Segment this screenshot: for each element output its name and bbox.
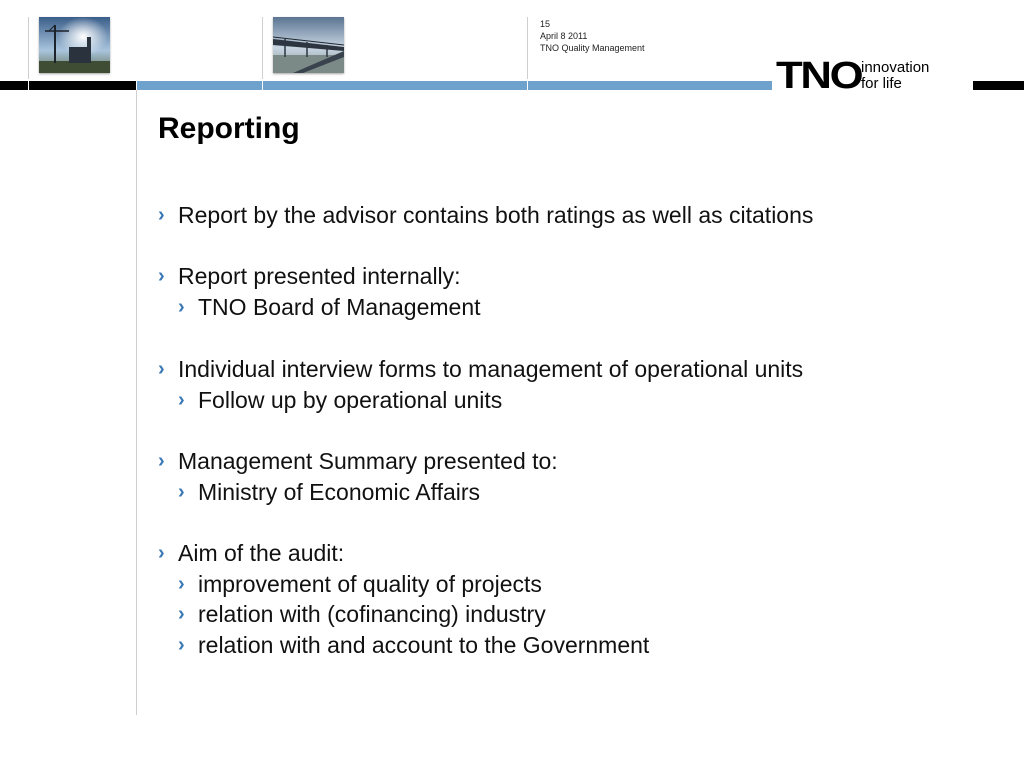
chevron-right-icon: › [158, 450, 165, 472]
slide-title: Reporting [158, 112, 300, 145]
page-number: 15 [540, 19, 551, 29]
chevron-right-icon: › [158, 542, 165, 564]
sub-bullet-item [178, 631, 649, 659]
chevron-right-icon: › [178, 573, 185, 595]
content-divider [136, 90, 137, 715]
chevron-right-icon: › [158, 358, 165, 380]
chevron-right-icon: › [178, 603, 185, 625]
header-band-blue-3 [528, 81, 772, 90]
header-photo-bridge [273, 17, 344, 73]
bullet-text: Follow up by operational units [198, 387, 503, 413]
sub-bullet-item [178, 293, 481, 321]
bullet-item [158, 201, 813, 229]
header-band-blue-1 [137, 81, 262, 90]
bullet-text: Aim of the audit: [178, 540, 345, 566]
chevron-right-icon: › [178, 634, 185, 656]
sub-bullet-item [178, 570, 542, 598]
logo-tagline [861, 60, 929, 92]
slide-date: April 8 2011 [540, 31, 588, 41]
bullet-item [158, 355, 803, 383]
bullet-text: Ministry of Economic Affairs [198, 479, 481, 505]
chevron-right-icon: › [178, 389, 185, 411]
bullet-text: Report by the advisor contains both ratings as well as citations [178, 202, 814, 228]
bullet-text: relation with and account to the Government [198, 632, 650, 658]
header-divider-3 [527, 17, 528, 79]
bullet-item [158, 447, 558, 475]
header-band-blue-2 [263, 81, 527, 90]
header-band-black-right [973, 81, 1024, 90]
chevron-right-icon: › [158, 204, 165, 226]
bullet-text: Report presented internally: [178, 263, 461, 289]
slide-meta [540, 18, 645, 54]
logo-tagline-line1: innovation [861, 59, 930, 76]
chevron-right-icon: › [158, 265, 165, 287]
bullet-item [158, 262, 461, 290]
header-photo-industrial [39, 17, 110, 73]
chevron-right-icon: › [178, 481, 185, 503]
tno-logo [772, 56, 972, 96]
department-label: TNO Quality Management [540, 43, 645, 53]
header-band-black-mid [29, 81, 136, 90]
bullet-text: TNO Board of Management [198, 294, 481, 320]
header-divider-1 [28, 17, 29, 79]
bullet-text: Management Summary presented to: [178, 448, 558, 474]
sub-bullet-item [178, 386, 502, 414]
sub-bullet-item [178, 478, 480, 506]
logo-tagline-line2: for life [861, 75, 902, 92]
logo-brand: TNO [776, 55, 862, 97]
chevron-right-icon: › [178, 296, 185, 318]
bullet-text: improvement of quality of projects [198, 571, 542, 597]
bullet-text: relation with (cofinancing) industry [198, 601, 546, 627]
header-band-black-left [0, 81, 28, 90]
header-divider-2 [262, 17, 263, 79]
bullet-item [158, 539, 344, 567]
bullet-text: Individual interview forms to management of operational units [178, 356, 804, 382]
sub-bullet-item [178, 600, 546, 628]
